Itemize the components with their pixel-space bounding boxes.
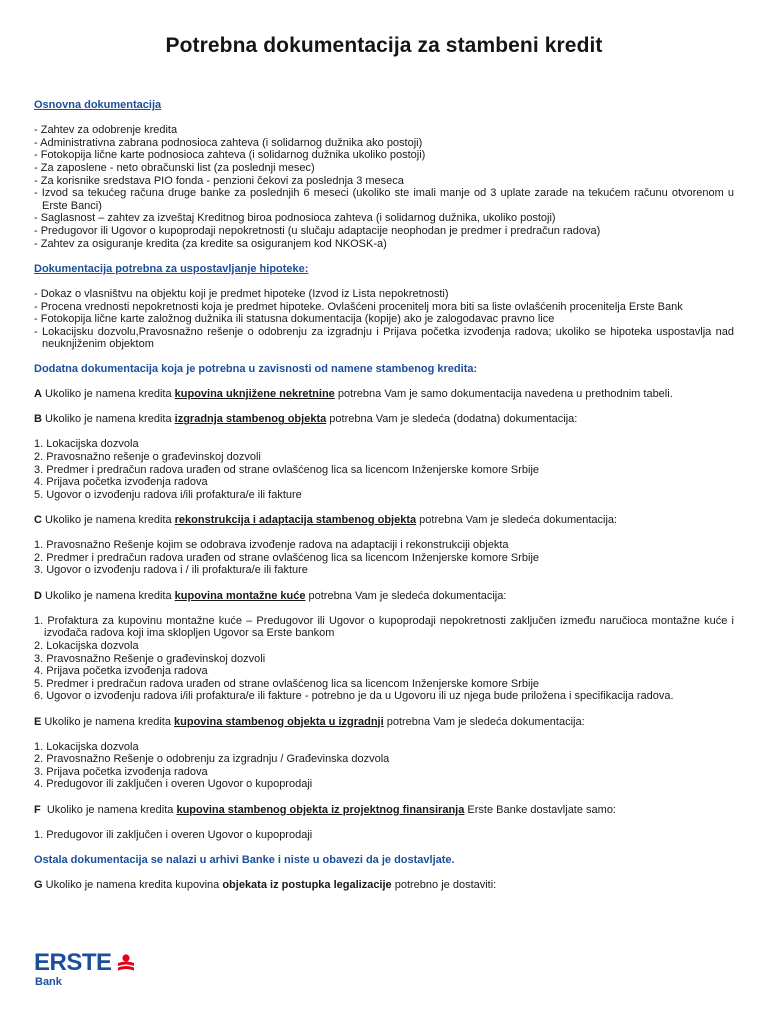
case-b-paragraph: B Ukoliko je namena kredita izgradnja stambenog objekta potrebna Vam je sledeća (dodatna) dokumentacija: xyxy=(34,413,578,426)
case-purpose: objekata iz postupka legalizacije xyxy=(222,879,392,892)
list-item: 3. Predmer i predračun radova urađen od strane ovlašćenog lica sa licencom Inženjerske komore Srbije xyxy=(34,463,540,476)
list-item: 1. Predugovor ili zaključen i overen Ugovor o kupoprodaji xyxy=(34,828,313,841)
list-item: - Fotokopija lične karte založnog dužnika ili statusna dokumentacija (kopije) ako je zalogodavac pravno lice xyxy=(34,313,555,326)
case-letter: A xyxy=(34,388,42,401)
case-c-paragraph: C Ukoliko je namena kredita rekonstrukcija i adaptacija stambenog objekta potrebna Vam je sledeća dokumentacija: xyxy=(34,514,618,526)
list-item: - Za korisnike sredstava PIO fonda - penzioni čekovi za poslednja 3 meseca xyxy=(34,174,404,187)
list-item: 6. Ugovor o izvođenju radova i/ili profaktura/e ili fakture - potrebno je da u Ugovoru ili uz njega bude priložena i specifikacija radova. xyxy=(34,690,674,703)
list-item: - Administrativna zabrana podnosioca zahteva (i solidarnog dužnika ako postoji) xyxy=(34,136,423,149)
case-e-paragraph: E Ukoliko je namena kredita kupovina stambenog objekta u izgradnji potrebna Vam je sledeća dokumentacija: xyxy=(34,715,585,728)
list-item: - Dokaz o vlasništvu na objektu koji je predmet hipoteke (Izvod iz Lista nepokretnosti) xyxy=(34,287,449,300)
document-body xyxy=(34,99,734,892)
case-e-list xyxy=(34,741,734,791)
case-purpose: izgradnja stambenog objekta xyxy=(174,413,327,426)
section-additional-heading: Dodatna dokumentacija koja je potrebna u zavisnosti od namene stambenog kredita: xyxy=(34,362,478,375)
case-b-list xyxy=(34,438,734,501)
case-f-paragraph: F Ukoliko je namena kredita kupovina stambenog objekta iz projektnog finansiranja Erste Banke dostavljate samo: xyxy=(34,803,616,816)
erste-bank-logo xyxy=(34,950,144,994)
case-g-paragraph: G Ukoliko je namena kredita kupovina objekata iz postupka legalizacije potrebno je dostaviti: xyxy=(34,879,497,892)
list-item: 4. Prijava početka izvođenja radova xyxy=(34,476,208,489)
section-basic-docs-list xyxy=(34,124,734,250)
case-purpose: kupovina stambenog objekta u izgradnji xyxy=(174,715,384,728)
list-item: - Izvod sa tekućeg računa druge banke za poslednjih 6 meseci (ukoliko ste imali manje od 3 uplate zarade na tekućem računu otvorenom u Erste Banci) xyxy=(34,187,734,212)
case-letter: F xyxy=(34,803,41,816)
list-item: 2. Lokacijska dozvola xyxy=(34,639,139,652)
logo-subtitle: Bank xyxy=(35,976,62,988)
case-c-list xyxy=(34,539,734,577)
list-item: 1. Lokacijska dozvola xyxy=(34,740,139,753)
list-item: - Zahtev za osiguranje kredita (za kredite sa osiguranjem kod NKOSK-a) xyxy=(34,237,387,250)
list-item: 4. Predugovor ili zaključen i overen Ugovor o kupoprodaji xyxy=(34,778,313,791)
section-basic-docs-heading: Osnovna dokumentacija xyxy=(34,99,162,111)
list-item: - Predugovor ili Ugovor o kupoprodaji nepokretnosti (u slučaju adaptacije neophodan je predmer i predračun radova) xyxy=(34,224,601,237)
case-a-paragraph: A Ukoliko je namena kredita kupovina uknjižene nekretnine potrebna Vam je samo dokumentacija navedena u prethodnim tabeli. xyxy=(34,388,673,401)
case-letter: D xyxy=(34,589,42,602)
section-mortgage-heading: Dokumentacija potrebna za uspostavljanje hipoteke: xyxy=(34,262,309,275)
list-item: 2. Predmer i predračun radova urađen od strane ovlašćenog lica sa licencom Inženjerske komore Srbije xyxy=(34,551,540,564)
list-item: 1. Lokacijska dozvola xyxy=(34,438,139,451)
list-item: 3. Ugovor o izvođenju radova i / ili profaktura/e ili fakture xyxy=(34,564,308,577)
logo-wordmark: ERSTE xyxy=(34,949,112,976)
list-item: 1. Pravosnažno Rešenje kojim se odobrava izvođenje radova na adaptaciji i rekonstrukciji objekta xyxy=(34,539,509,552)
erste-s-mark-icon xyxy=(116,953,136,973)
case-f-list xyxy=(34,829,734,842)
list-item: - Saglasnost – zahtev za izveštaj Kreditnog biroa podnosioca zahteva (i solidarnog dužnika, ukoliko postoji) xyxy=(34,212,556,225)
archive-note: Ostala dokumentacija se nalazi u arhivi Banke i niste u obavezi da je dostavljate. xyxy=(34,854,455,867)
list-item: 5. Predmer i predračun radova urađen od strane ovlašćenog lica sa licencom Inženjerske komore Srbije xyxy=(34,677,540,690)
list-item: - Zahtev za odobrenje kredita xyxy=(34,124,178,137)
list-item: 2. Pravosnažno rešenje o građevinskoj dozvoli xyxy=(34,451,261,464)
case-letter: C xyxy=(34,514,42,526)
page-title: Potrebna dokumentacija za stambeni kredit xyxy=(165,34,603,57)
list-item: 1. Profaktura za kupovinu montažne kuće – Predugovor ili Ugovor o kupoprodaji nepokretnosti zaključen između naručioca montažne kuće i izvođača radova koji ima sklopljen Ugovor sa Erste bankom xyxy=(34,614,734,640)
case-purpose: kupovina uknjižene nekretnine xyxy=(174,388,335,401)
case-purpose: kupovina stambenog objekta iz projektnog finansiranja xyxy=(176,803,465,816)
case-d-list xyxy=(34,615,734,703)
list-item: - Fotokopija lične karte podnosioca zahteva (i solidarnog dužnika ukoliko postoji) xyxy=(34,149,426,162)
list-item: - Lokacijsku dozvolu,Pravosnažno rešenje o odobrenju za izgradnju i Prijava početka izvođenja radova; ukoliko se hipoteka uspostavlja nad neuknjiženim objektom xyxy=(34,325,734,351)
list-item: 3. Pravosnažno Rešenje o građevinskoj dozvoli xyxy=(34,652,266,665)
case-letter: G xyxy=(34,879,43,892)
list-item: 3. Prijava početka izvođenja radova xyxy=(34,765,208,778)
list-item: 2. Pravosnažno Rešenje o odobrenju za izgradnju / Građevinska dozvola xyxy=(34,753,390,766)
case-purpose: kupovina montažne kuće xyxy=(174,589,306,602)
case-letter: E xyxy=(34,715,42,728)
list-item: - Za zaposlene - neto obračunski list (za poslednji mesec) xyxy=(34,161,315,174)
case-d-paragraph: D Ukoliko je namena kredita kupovina montažne kuće potrebna Vam je sledeća dokumentacija: xyxy=(34,589,507,602)
case-letter: B xyxy=(34,413,42,426)
list-item: 5. Ugovor o izvođenju radova i/ili profaktura/e ili fakture xyxy=(34,488,302,501)
section-mortgage-list xyxy=(34,288,734,351)
list-item: 4. Prijava početka izvođenja radova xyxy=(34,665,208,678)
case-purpose: rekonstrukcija i adaptacija stambenog objekta xyxy=(174,514,417,526)
list-item: - Procena vrednosti nepokretnosti koja je predmet hipoteke. Ovlašćeni procenitelj mora biti sa liste ovlašćenih procenitelja Erste Bank xyxy=(34,300,683,313)
